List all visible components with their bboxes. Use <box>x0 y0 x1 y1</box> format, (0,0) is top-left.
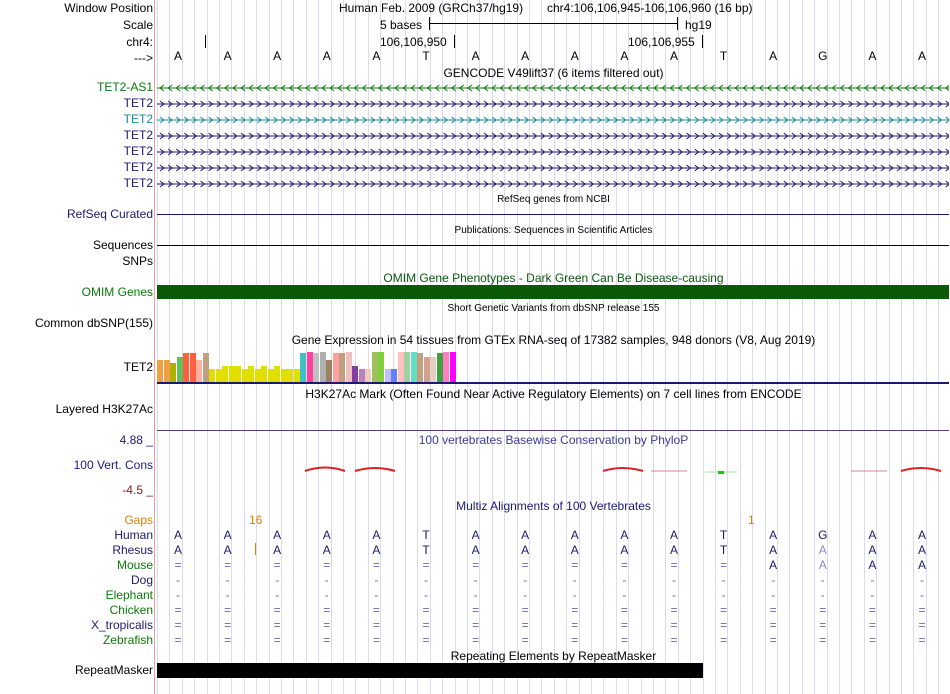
gtex-tissue-bar[interactable] <box>352 366 358 382</box>
gtex-tissue-bar[interactable] <box>281 369 287 382</box>
aligned-base: - <box>672 588 676 602</box>
aligned-base: - <box>225 588 230 602</box>
phylop-peak <box>305 468 345 472</box>
reference-bases <box>157 49 949 63</box>
gtex-tissue-bar[interactable] <box>307 352 313 382</box>
gtex-tissue-bar[interactable] <box>190 353 196 382</box>
label-separator <box>154 0 155 694</box>
gtex-tissue-bar[interactable] <box>300 353 306 382</box>
aligned-base: A <box>818 543 827 557</box>
aligned-base: - <box>374 588 379 602</box>
omim-label[interactable]: OMIM Genes <box>81 285 153 299</box>
gtex-tissue-bar[interactable] <box>196 360 202 382</box>
aligned-base: A <box>570 528 579 542</box>
aligned-base: = <box>819 618 827 632</box>
aligned-base: A <box>620 528 629 542</box>
aligned-base: A <box>570 543 579 557</box>
repeatmasker-label[interactable]: RepeatMasker <box>74 663 153 677</box>
gtex-tissue-bar[interactable] <box>209 369 215 382</box>
aligned-base: = <box>720 618 728 632</box>
scale-bar <box>430 23 678 24</box>
phylop-title[interactable]: 100 vertebrates Basewise Conservation by PhyloP <box>418 433 689 447</box>
reference-base: A <box>868 49 877 63</box>
assembly-text: Human Feb. 2009 (GRCh37/hg19) <box>339 1 524 15</box>
aligned-base: A <box>769 558 778 572</box>
gtex-tissue-bar[interactable] <box>411 352 417 382</box>
aligned-base: = <box>273 618 281 632</box>
reference-base: A <box>620 49 629 63</box>
gtex-tissue-bar[interactable] <box>203 353 209 382</box>
aligned-base: = <box>224 558 232 572</box>
aligned-base: A <box>917 528 926 542</box>
aligned-base: = <box>521 558 529 572</box>
aligned-base: = <box>670 603 678 617</box>
aligned-base: - <box>920 573 924 587</box>
gtex-baseline <box>157 382 949 384</box>
gencode-item-label[interactable]: TET2-AS1 <box>96 80 153 94</box>
reference-base: A <box>917 49 926 63</box>
aligned-base: = <box>620 618 628 632</box>
aligned-base: = <box>769 633 777 647</box>
gtex-tissue-bar[interactable] <box>183 353 189 382</box>
aligned-base: - <box>870 573 875 587</box>
aligned-base: = <box>224 603 232 617</box>
phylop-peak <box>901 468 941 471</box>
gencode-transcript[interactable] <box>157 130 949 142</box>
reference-base: A <box>669 49 678 63</box>
aligned-base: = <box>273 633 281 647</box>
h3k27ac-label[interactable]: Layered H3K27Ac <box>55 402 153 416</box>
aligned-base: - <box>324 573 329 587</box>
aligned-base: A <box>620 543 629 557</box>
publications-title[interactable]: Publications: Sequences in Scientific Articles <box>454 225 653 236</box>
aligned-base: - <box>622 588 627 602</box>
dbsnp-title[interactable]: Short Genetic Variants from dbSNP release 155 <box>447 303 660 314</box>
aligned-base: = <box>323 603 331 617</box>
aligned-base: = <box>224 633 232 647</box>
aligned-base: - <box>324 588 329 602</box>
aligned-base: = <box>620 633 628 647</box>
ruler-tick <box>205 35 206 48</box>
gtex-tissue-bar[interactable] <box>229 366 235 382</box>
aligned-base: A <box>223 528 232 542</box>
aligned-base: = <box>521 633 529 647</box>
aligned-base: - <box>275 588 280 602</box>
aligned-base: = <box>918 603 926 617</box>
aligned-base: - <box>424 573 428 587</box>
aligned-base: = <box>472 633 480 647</box>
aligned-base: = <box>372 558 380 572</box>
aligned-base: = <box>670 618 678 632</box>
gtex-tissue-bar[interactable] <box>235 366 241 382</box>
gtex-tissue-bar[interactable] <box>326 360 332 382</box>
gtex-tissue-bar[interactable] <box>170 363 176 382</box>
gtex-tissue-bar[interactable] <box>248 366 254 382</box>
aligned-base: A <box>669 528 678 542</box>
aligned-base: = <box>521 618 529 632</box>
aligned-base: G <box>818 528 828 542</box>
aligned-base: - <box>572 588 577 602</box>
aligned-base: - <box>176 588 180 602</box>
aligned-base: = <box>372 633 380 647</box>
multiz-species-label[interactable]: Mouse <box>116 558 153 572</box>
omim-feature[interactable] <box>157 285 949 299</box>
reference-base: T <box>422 49 430 63</box>
gencode-transcript[interactable] <box>157 114 949 126</box>
multiz-species-label[interactable]: X_tropicalis <box>90 618 153 632</box>
aligned-base: = <box>769 603 777 617</box>
reference-base: A <box>521 49 530 63</box>
gtex-tissue-bar[interactable] <box>378 352 384 382</box>
strand-label: ---> <box>134 51 153 65</box>
gtex-tissue-bar[interactable] <box>359 369 365 382</box>
reference-base: A <box>471 49 480 63</box>
gtex-tissue-bar[interactable] <box>437 353 443 382</box>
aligned-base: A <box>917 558 926 572</box>
gencode-transcript[interactable] <box>157 98 949 110</box>
aligned-base: A <box>917 543 926 557</box>
aligned-base: A <box>669 543 678 557</box>
aligned-base: - <box>721 573 726 587</box>
aligned-base: = <box>472 558 480 572</box>
reference-base: A <box>322 49 331 63</box>
multiz-species-label[interactable]: Rhesus <box>112 543 153 557</box>
aligned-base: A <box>223 543 232 557</box>
aligned-base: A <box>769 528 778 542</box>
aligned-base: A <box>322 528 331 542</box>
aligned-base: A <box>471 528 480 542</box>
gtex-tissue-bar[interactable] <box>177 357 183 382</box>
aligned-base: = <box>819 633 827 647</box>
ruler-tick <box>702 35 703 48</box>
aligned-base: A <box>868 558 877 572</box>
aligned-base: A <box>173 543 182 557</box>
aligned-base: = <box>422 558 430 572</box>
aligned-base: = <box>620 603 628 617</box>
aligned-base: - <box>820 573 825 587</box>
aligned-base: = <box>174 603 182 617</box>
aligned-base: = <box>323 618 331 632</box>
phylop-point <box>718 471 724 474</box>
gencode-transcript[interactable] <box>157 162 949 174</box>
gencode-item-label[interactable]: TET2 <box>123 160 153 174</box>
aligned-base: - <box>176 573 180 587</box>
refseq-label[interactable]: RefSeq Curated <box>66 207 153 221</box>
scale-bar-left-tick <box>429 17 430 30</box>
aligned-base: A <box>322 543 331 557</box>
insertion-marker <box>255 543 256 555</box>
gencode-item-label[interactable]: TET2 <box>123 128 153 142</box>
multiz-species-label[interactable]: Human <box>114 528 153 542</box>
gtex-title[interactable]: Gene Expression in 54 tissues from GTEx RNA-seq of 17382 samples, 948 donors (V8, Aug 2019) <box>291 333 816 347</box>
phylop-label[interactable]: 100 Vert. Cons <box>73 458 153 472</box>
aligned-base: = <box>472 618 480 632</box>
gtex-label[interactable]: TET2 <box>123 360 153 374</box>
aligned-base: A <box>273 543 282 557</box>
gtex-tissue-bar[interactable] <box>346 352 352 382</box>
gtex-tissue-bar[interactable] <box>430 357 436 382</box>
gtex-tissue-bar[interactable] <box>164 360 170 382</box>
aligned-base: - <box>622 573 627 587</box>
publications-line[interactable] <box>157 245 949 246</box>
gaps-label: Gaps <box>124 513 153 527</box>
aligned-base: - <box>572 573 577 587</box>
reference-base: A <box>570 49 579 63</box>
aligned-base: = <box>174 618 182 632</box>
phylop-peak <box>603 468 643 471</box>
gencode-title[interactable]: GENCODE V49lift37 (6 items filtered out) <box>443 66 664 80</box>
position-text[interactable]: chr4:106,106,945-106,106,960 (16 bp) <box>547 1 753 15</box>
multiz-species-label[interactable]: Chicken <box>109 603 153 617</box>
aligned-base: - <box>771 573 776 587</box>
aligned-base: - <box>225 573 230 587</box>
gtex-tissue-bar[interactable] <box>255 369 261 382</box>
aligned-base: = <box>422 603 430 617</box>
gtex-tissue-bar[interactable] <box>320 352 326 382</box>
gap-count: 16 <box>249 513 263 527</box>
phylop-min: -4.5 _ <box>122 483 153 497</box>
aligned-base: = <box>670 633 678 647</box>
aligned-base: - <box>920 588 924 602</box>
coord-2: 106,106,955 <box>628 35 695 49</box>
repeatmasker-feature[interactable] <box>157 663 703 678</box>
aligned-base: = <box>571 633 579 647</box>
gtex-tissue-bar[interactable] <box>365 369 371 382</box>
publications-label[interactable]: Sequences <box>92 238 153 252</box>
aligned-base: = <box>372 603 380 617</box>
scale-db: hg19 <box>685 18 712 32</box>
ruler-tick <box>454 35 455 48</box>
aligned-base: = <box>521 603 529 617</box>
gtex-tissue-bar[interactable] <box>450 352 456 382</box>
gencode-transcript[interactable] <box>157 82 949 94</box>
gtex-bar-chart[interactable] <box>157 349 949 382</box>
gtex-tissue-bar[interactable] <box>424 357 430 382</box>
aligned-base: = <box>273 558 281 572</box>
gtex-tissue-bar[interactable] <box>404 352 410 382</box>
aligned-base: T <box>719 543 728 557</box>
aligned-base: = <box>868 603 876 617</box>
phylop-wiggle[interactable] <box>157 460 949 480</box>
aligned-base: - <box>473 588 478 602</box>
aligned-base: = <box>472 603 480 617</box>
aligned-base: - <box>820 588 825 602</box>
gtex-tissue-bar[interactable] <box>372 352 378 382</box>
gtex-tissue-bar[interactable] <box>313 353 319 382</box>
h3k27ac-baseline <box>157 430 949 431</box>
aligned-base: = <box>769 618 777 632</box>
aligned-base: = <box>720 558 728 572</box>
scale-text: 5 bases <box>380 18 423 32</box>
aligned-base: A <box>372 543 381 557</box>
reference-base: G <box>818 49 828 63</box>
reference-base: A <box>372 49 381 63</box>
gtex-tissue-bar[interactable] <box>274 366 280 382</box>
h3k27ac-title[interactable]: H3K27Ac Mark (Often Found Near Active Regulatory Elements) on 7 cell lines from ENCODE <box>305 387 802 401</box>
aligned-base: = <box>422 618 430 632</box>
aligned-base: A <box>273 528 282 542</box>
aligned-base: - <box>721 588 726 602</box>
gtex-tissue-bar[interactable] <box>417 353 423 382</box>
gencode-item-label[interactable]: TET2 <box>123 176 153 190</box>
gtex-tissue-bar[interactable] <box>157 360 163 382</box>
gap-count: 1 <box>748 513 755 527</box>
aligned-base: - <box>523 573 528 587</box>
aligned-base: A <box>471 543 480 557</box>
aligned-base: = <box>273 603 281 617</box>
aligned-base: = <box>720 633 728 647</box>
aligned-base: = <box>323 558 331 572</box>
gtex-tissue-bar[interactable] <box>287 369 293 382</box>
aligned-base: T <box>422 543 430 557</box>
aligned-base: = <box>174 558 182 572</box>
multiz-species-label[interactable]: Elephant <box>105 588 153 602</box>
repeatmasker-title[interactable]: Repeating Elements by RepeatMasker <box>450 649 657 663</box>
reference-base: T <box>719 49 728 63</box>
multiz-species-label[interactable]: Zebrafish <box>102 633 153 647</box>
aligned-base: - <box>870 588 875 602</box>
reference-base: A <box>223 49 232 63</box>
refseq-title[interactable]: RefSeq genes from NCBI <box>497 194 610 205</box>
phylop-peak <box>355 468 395 471</box>
gencode-transcript[interactable] <box>157 146 949 158</box>
aligned-base: A <box>173 528 182 542</box>
reference-base: A <box>273 49 282 63</box>
aligned-base: = <box>868 633 876 647</box>
coord-1: 106,106,950 <box>380 35 447 49</box>
aligned-base: = <box>918 633 926 647</box>
gtex-tissue-bar[interactable] <box>385 369 391 382</box>
aligned-base: T <box>719 528 728 542</box>
aligned-base: = <box>620 558 628 572</box>
aligned-base: - <box>374 573 379 587</box>
gtex-tissue-bar[interactable] <box>333 353 339 382</box>
dbsnp-label[interactable]: Common dbSNP(155) <box>34 316 153 330</box>
snps-label[interactable]: SNPs <box>122 254 153 268</box>
aligned-base: - <box>672 573 676 587</box>
reference-base: A <box>173 49 182 63</box>
aligned-base: = <box>571 603 579 617</box>
aligned-base: A <box>521 528 530 542</box>
gtex-tissue-bar[interactable] <box>339 353 345 382</box>
aligned-base: - <box>424 588 428 602</box>
omim-title[interactable]: OMIM Gene Phenotypes - Dark Green Can Be Disease-causing <box>383 271 724 285</box>
gtex-tissue-bar[interactable] <box>216 369 222 382</box>
window-position-label: Window Position <box>64 1 153 15</box>
aligned-base: T <box>422 528 430 542</box>
multiz-species-label[interactable]: Dog <box>130 573 153 587</box>
aligned-base: = <box>571 558 579 572</box>
aligned-base: - <box>275 573 280 587</box>
gtex-tissue-bar[interactable] <box>398 352 404 382</box>
aligned-base: = <box>868 618 876 632</box>
gencode-item-label[interactable]: TET2 <box>123 96 153 110</box>
aligned-base: A <box>818 558 827 572</box>
aligned-base: A <box>521 543 530 557</box>
refseq-line[interactable] <box>157 214 949 215</box>
gencode-transcript[interactable] <box>157 178 949 190</box>
gtex-tissue-bar[interactable] <box>242 369 248 382</box>
aligned-base: = <box>224 618 232 632</box>
aligned-base: = <box>571 618 579 632</box>
scale-label: Scale <box>122 18 153 32</box>
gencode-item-label[interactable]: TET2 <box>123 144 153 158</box>
gtex-tissue-bar[interactable] <box>268 369 274 382</box>
gencode-item-label[interactable]: TET2 <box>123 112 153 126</box>
gtex-tissue-bar[interactable] <box>391 369 397 382</box>
aligned-base: = <box>323 633 331 647</box>
gtex-tissue-bar[interactable] <box>261 366 267 382</box>
scale-bar-right-tick <box>677 17 678 30</box>
aligned-base: = <box>372 618 380 632</box>
aligned-base: = <box>918 618 926 632</box>
gtex-tissue-bar[interactable] <box>294 369 300 382</box>
aligned-base: A <box>868 543 877 557</box>
multiz-title[interactable]: Multiz Alignments of 100 Vertebrates <box>456 499 651 513</box>
aligned-base: = <box>422 633 430 647</box>
chrom-label: chr4: <box>126 35 153 49</box>
aligned-base: - <box>771 588 776 602</box>
aligned-base: - <box>523 588 528 602</box>
aligned-base: - <box>473 573 478 587</box>
aligned-base: A <box>868 528 877 542</box>
phylop-max: 4.88 _ <box>119 433 153 447</box>
aligned-base: = <box>819 603 827 617</box>
aligned-base: A <box>769 543 778 557</box>
aligned-base: = <box>670 558 678 572</box>
gtex-tissue-bar[interactable] <box>443 352 449 382</box>
gtex-tissue-bar[interactable] <box>222 366 228 382</box>
aligned-base: A <box>372 528 381 542</box>
aligned-base: = <box>174 633 182 647</box>
aligned-base: = <box>720 603 728 617</box>
reference-base: A <box>769 49 778 63</box>
